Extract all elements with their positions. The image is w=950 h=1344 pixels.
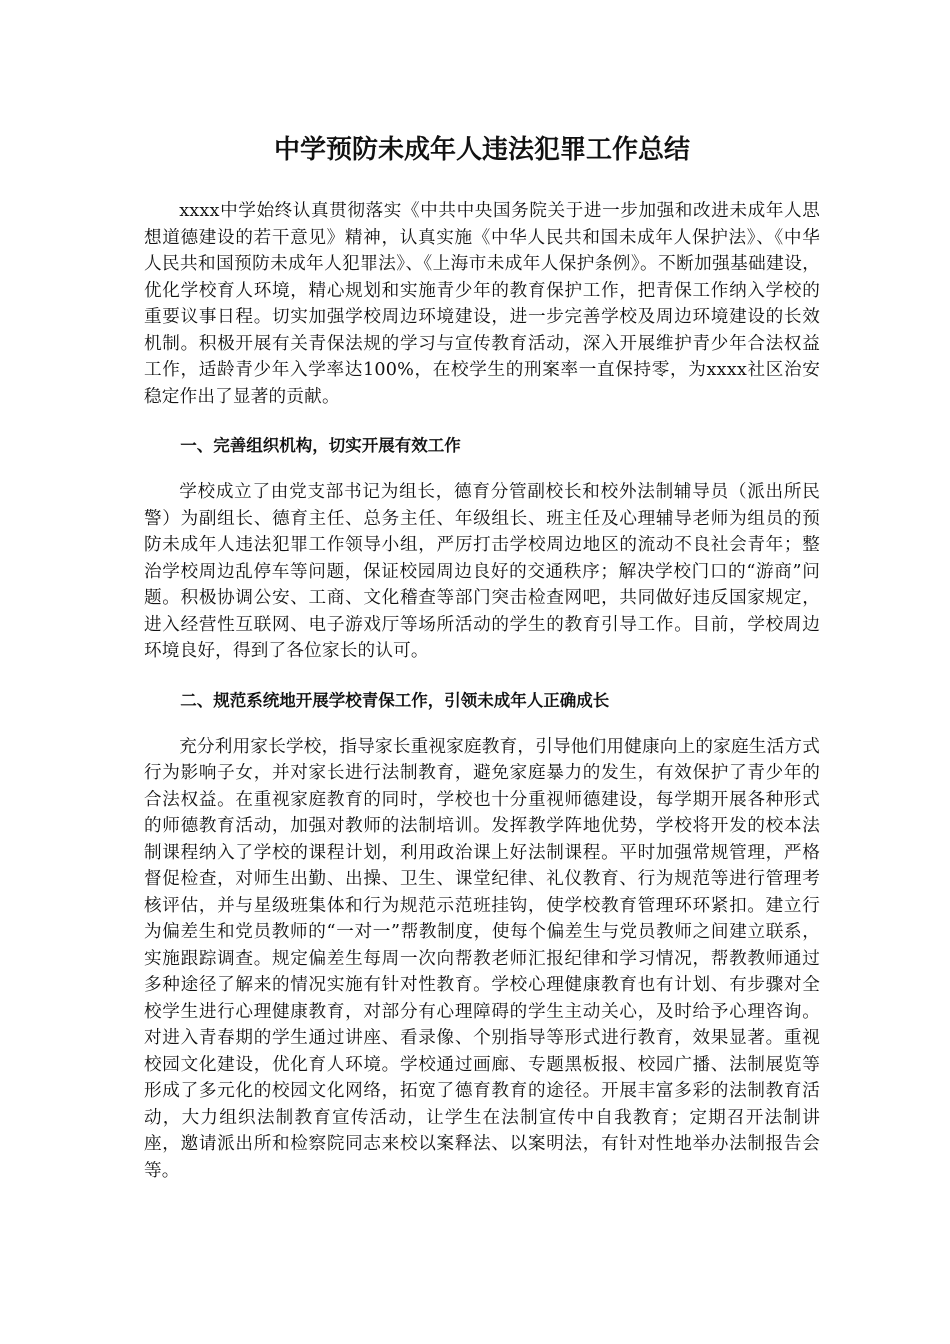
section-1-body: 学校成立了由党支部书记为组长，德育分管副校长和校外法制辅导员（派出所民警）为副组长、德育主任、总务主任、年级组长、班主任及心理辅导老师为组员的预防未成年人违法犯罪工作领导小组，严厉打击学校周边地区的流动不良社会青年；整治学校周边乱停车等问题，保证校园周边良好的交通秩序；解决学校门口的“游商”问题。积极协调公安、工商、文化稽查等部门突击检查网吧，共同做好违反国家规定，进入经营性互联网、电子游戏厅等场所活动的学生的教育引导工作。目前，学校周边环境良好，得到了各位家长的认可。	[144, 482, 820, 661]
section-2	[144, 688, 820, 1185]
section-2-heading: 二、规范系统地开展学校青保工作，引领未成年人正确成长	[180, 690, 610, 710]
section-2-body: 充分利用家长学校，指导家长重视家庭教育，引导他们用健康向上的家庭生活方式行为影响子女，并对家长进行法制教育，避免家庭暴力的发生，有效保护了青少年的合法权益。在重视家庭教育的同时，学校也十分重视师德建设，每学期开展各种形式的师德教育活动，加强对教师的法制培训。发挥教学阵地优势，学校将开发的校本法制课程纳入了学校的课程计划，利用政治课上好法制课程。平时加强常规管理，严格督促检查，对师生出勤、出操、卫生、课堂纪律、礼仪教育、行为规范等进行管理考核评估，并与星级班集体和行为规范示范班挂钩，使学校教育管理环环紧扣。建立行为偏差生和党员教师的“一对一”帮教制度，使每个偏差生与党员教师之间建立联系，实施跟踪调查。规定偏差生每周一次向帮教老师汇报纪律和学习情况，帮教教师通过多种途径了解来的情况实施有针对性教育。学校心理健康教育也有计划、有步骤对全校学生进行心理健康教育，对部分有心理障碍的学生主动关心，及时给予心理咨询。对进入青春期的学生通过讲座、看录像、个别指导等形式进行教育，效果显著。重视校园文化建设，优化育人环境。学校通过画廊、专题黑板报、校园广播、法制展览等形成了多元化的校园文化网络，拓宽了德育教育的途径。开展丰富多彩的法制教育活动，大力组织法制教育宣传活动，让学生在法制宣传中自我教育；定期召开法制讲座，邀请派出所和检察院同志来校以案释法、以案明法，有针对性地举办法制报告会等。	[144, 736, 820, 1181]
intro-paragraph: xxxx中学始终认真贯彻落实《中共中央国务院关于进一步加强和改进未成年人思想道德建设的若干意见》精神，认真实施《中华人民共和国未成年人保护法》、《中华人民共和国预防未成年人犯罪法》、《上海市未成年人保护条例》。不断加强基础建设，优化学校育人环境，精心规划和实施青少年的教育保护工作，把青保工作纳入学校的重要议事日程。切实加强学校周边环境建设，进一步完善学校及周边环境建设的长效机制。积极开展有关青保法规的学习与宣传教育活动，深入开展维护青少年合法权益工作，适龄青少年入学率达100%，在校学生的刑案率一直保持零，为xxxx社区治安稳定作出了显著的贡献。	[144, 201, 820, 407]
document-title: 中学预防未成年人违法犯罪工作总结	[273, 135, 690, 165]
section-1	[144, 433, 820, 665]
document-page	[144, 128, 820, 1184]
section-1-heading: 一、完善组织机构，切实开展有效工作	[180, 436, 461, 455]
